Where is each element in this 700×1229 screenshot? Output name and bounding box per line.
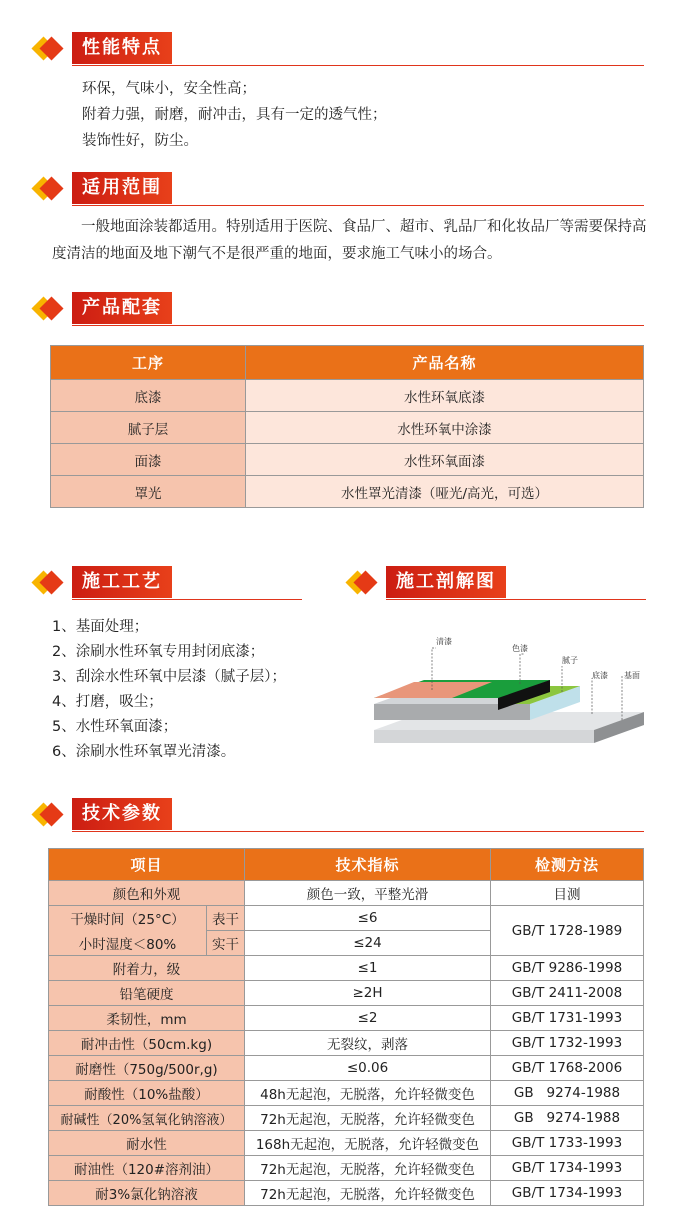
tech-table — [48, 848, 644, 1206]
table-row — [51, 412, 644, 444]
table-row — [49, 1006, 644, 1031]
table-cell: 颜色和外观 — [49, 881, 245, 906]
table-cell: 水性环氧面漆 — [246, 444, 644, 476]
divider — [72, 65, 644, 66]
table-cell: 腻子层 — [51, 412, 246, 444]
table-cell: 耐酸性（10%盐酸） — [49, 1081, 245, 1106]
process-step: 4、打磨，吸尘； — [52, 694, 163, 710]
section-tech-header — [32, 798, 644, 832]
table-cell: 底漆 — [51, 380, 246, 412]
table-cell: 168h无起泡，无脱落，允许轻微变色 — [245, 1131, 491, 1156]
table-header: 项目 — [49, 849, 245, 881]
table-cell: GB/T 1768-2006 — [491, 1056, 644, 1081]
products-table — [50, 345, 644, 508]
table-row — [51, 476, 644, 508]
table-row — [49, 981, 644, 1006]
table-header: 技术指标 — [245, 849, 491, 881]
table-header: 产品名称 — [246, 346, 644, 380]
process-step: 6、涂刷水性环氧罩光清漆。 — [52, 744, 236, 760]
table-cell: 目测 — [491, 881, 644, 906]
diamond-icon — [32, 174, 66, 204]
section-products-header — [32, 292, 644, 326]
process-step: 5、水性环氧面漆； — [52, 719, 178, 735]
table-cell: GB 9274-1988 — [491, 1106, 644, 1131]
table-cell: GB/T 2411-2008 — [491, 981, 644, 1006]
table-row — [49, 1056, 644, 1081]
table-cell: 72h无起泡，无脱落，允许轻微变色 — [245, 1106, 491, 1131]
table-cell: 耐冲击性（50cm.kg) — [49, 1031, 245, 1056]
table-row — [49, 1181, 644, 1206]
table-row — [49, 906, 644, 931]
table-cell: 铅笔硬度 — [49, 981, 245, 1006]
table-cell: GB/T 1733-1993 — [491, 1131, 644, 1156]
table-cell: 48h无起泡，无脱落，允许轻微变色 — [245, 1081, 491, 1106]
section-title: 技术参数 — [72, 798, 172, 830]
table-row — [49, 956, 644, 981]
table-cell: GB/T 1734-1993 — [491, 1156, 644, 1181]
table-cell: 72h无起泡，无脱落，允许轻微变色 — [245, 1181, 491, 1206]
section-title: 施工剖解图 — [386, 566, 506, 598]
table-cell: ≤1 — [245, 956, 491, 981]
table-cell: GB/T 9286-1998 — [491, 956, 644, 981]
table-row — [49, 1081, 644, 1106]
table-cell: GB/T 1731-1993 — [491, 1006, 644, 1031]
table-cell: 颜色一致，平整光滑 — [245, 881, 491, 906]
table-header: 检测方法 — [491, 849, 644, 881]
table-cell: 无裂纹，剥落 — [245, 1031, 491, 1056]
table-cell: 耐3%氯化钠溶液 — [49, 1181, 245, 1206]
diamond-icon — [32, 800, 66, 830]
section-view-header — [346, 566, 646, 600]
table-cell: ≤2 — [245, 1006, 491, 1031]
table-cell: 小时湿度＜80% — [49, 931, 207, 956]
section-features-header — [32, 32, 644, 66]
table-cell: 耐油性（120#溶剂油） — [49, 1156, 245, 1181]
table-row — [49, 1106, 644, 1131]
divider — [72, 205, 644, 206]
table-row — [49, 1131, 644, 1156]
table-cell: 罩光 — [51, 476, 246, 508]
table-cell: ≤24 — [245, 931, 491, 956]
table-cell: 表干 — [207, 906, 245, 931]
table-cell: 耐磨性（750g/500r,g) — [49, 1056, 245, 1081]
table-row — [49, 881, 644, 906]
base-layer-front — [374, 730, 594, 743]
section-title: 适用范围 — [72, 172, 172, 204]
scope-paragraph: 一般地面涂装都适用。特别适用于医院、食品厂、超市、乳品厂和化妆品厂等需要保持高度清洁的地面及地下潮气不是很严重的地面，要求施工气味小的场合。 — [52, 219, 647, 262]
table-row — [49, 1156, 644, 1181]
diamond-icon — [32, 294, 66, 324]
table-header: 工序 — [51, 346, 246, 380]
table-cell: 柔韧性，mm — [49, 1006, 245, 1031]
table-cell: GB/T 1734-1993 — [491, 1181, 644, 1206]
table-cell: ≤0.06 — [245, 1056, 491, 1081]
process-step: 3、刮涂水性环氧中层漆（腻子层）； — [52, 669, 286, 685]
table-cell: GB/T 1728-1989 — [491, 906, 644, 956]
label-clear: 清漆 — [436, 637, 452, 646]
label-color: 色漆 — [512, 644, 528, 653]
features-line: 附着力强，耐磨，耐冲击，具有一定的透气性； — [82, 107, 387, 123]
layer-diagram — [370, 632, 650, 752]
table-cell: 耐碱性（20%氢氧化钠溶液） — [49, 1106, 245, 1131]
features-line: 装饰性好，防尘。 — [82, 133, 198, 149]
table-cell: 实干 — [207, 931, 245, 956]
table-cell: ≤6 — [245, 906, 491, 931]
process-step: 1、基面处理； — [52, 619, 149, 635]
divider — [72, 599, 302, 600]
section-process-header — [32, 566, 302, 600]
section-scope-header — [32, 172, 644, 206]
table-cell: 水性环氧底漆 — [246, 380, 644, 412]
diamond-icon — [32, 568, 66, 598]
section-title: 性能特点 — [72, 32, 172, 64]
table-cell: GB/T 1732-1993 — [491, 1031, 644, 1056]
table-cell: 面漆 — [51, 444, 246, 476]
table-cell: 干燥时间（25°C） — [49, 906, 207, 931]
table-cell: 耐水性 — [49, 1131, 245, 1156]
table-cell: 水性环氧中涂漆 — [246, 412, 644, 444]
table-row — [51, 444, 644, 476]
diamond-icon — [346, 568, 380, 598]
divider — [386, 599, 646, 600]
divider — [72, 325, 644, 326]
section-title: 施工工艺 — [72, 566, 172, 598]
label-putty: 腻子 — [562, 656, 578, 665]
table-cell: 水性罩光清漆（哑光/高光，可选） — [246, 476, 644, 508]
features-line: 环保，气味小，安全性高； — [82, 81, 256, 97]
label-primer: 底漆 — [592, 671, 608, 680]
table-cell: 72h无起泡，无脱落，允许轻微变色 — [245, 1156, 491, 1181]
label-base: 基面 — [624, 671, 640, 680]
table-row — [51, 380, 644, 412]
section-title: 产品配套 — [72, 292, 172, 324]
table-cell: 附着力，级 — [49, 956, 245, 981]
table-row — [49, 1031, 644, 1056]
table-cell: ≥2H — [245, 981, 491, 1006]
table-cell: GB 9274-1988 — [491, 1081, 644, 1106]
process-step: 2、涂刷水性环氧专用封闭底漆； — [52, 644, 265, 660]
diamond-icon — [32, 34, 66, 64]
divider — [72, 831, 644, 832]
